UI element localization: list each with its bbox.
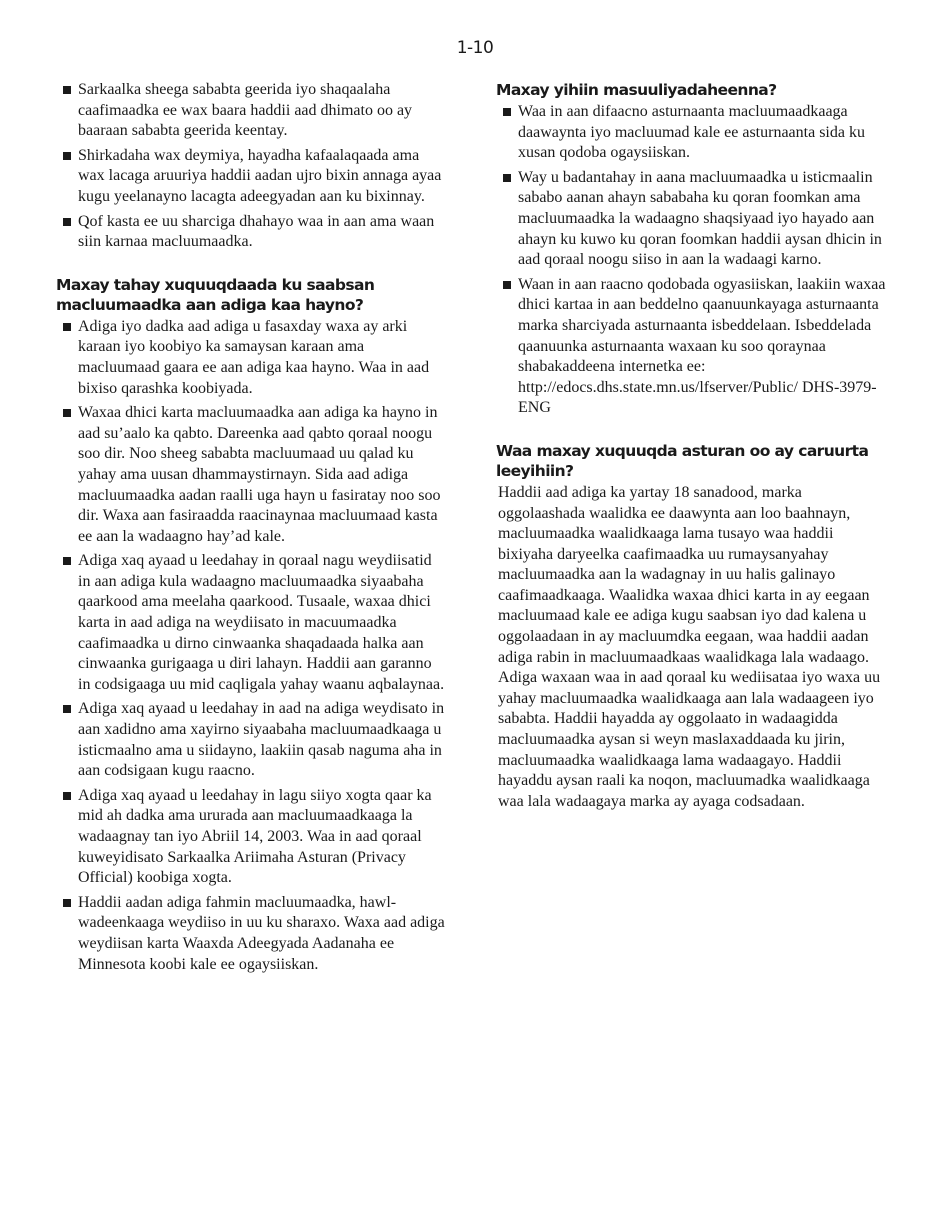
left-column	[56, 80, 446, 979]
top-bullet-list	[56, 80, 446, 253]
section-heading-children-rights: Waa maxay xuquuqda asturan oo ay caruurta leeyihiin?	[496, 441, 869, 480]
square-bullet-icon	[503, 281, 511, 289]
list-item: Waxaa dhici karta macluumaadka aan adiga ka hayno in aad su’aalo ka qabto. Dareenka aad qabto qoraal noogu soo dir. Noo sheeg sababta macluumaad uu qalad ku yahay ama uusan dhammaystirnayn. Sida aad adiga macluumaadka aadan raalli uga hayn u fasiratay noo soo dir. Waxa aan fasiraadda raacinaynaa macluumaad kasta ee aan la wadaagno hay’ad kale.	[56, 403, 446, 547]
square-bullet-icon	[63, 792, 71, 800]
children-rights-paragraph: Haddii aad adiga ka yartay 18 sanadood, marka oggolaashada waalidka ee daawynta aan loo baahnayn, macluumaadka waalidkaaga lama tusayo waa haddii bixiyaha daryeelka caafimaadka uu rumaysanyahay macluumaadka aan la wadagnay in uu halis galinayo caafimaadkaaga. Waalidka waxaa dhici karta in ay eegaan macluumaad kale ee adiga kugu saabsan iyo dad kalena u oggolaadaan in ay macluumdka eegaan, waa haddii aadan adiga rabin in macluumaadkaas waalidkaga lala wadaago. Adiga waxaan waa in aad qoraal ku wediisataa iyo waxa uu yahay macluumaadka waalidkaaga aan lala wadaageen iyo sababta. Haddii hayadda ay oggolaato in wadaagidda macluumaadka aysan si weyn maslaxaddaada ku jirin, macluumaadka waalidkaaga lama wadaagayo. Haddii hayaddu aysan raali ka noqon, macluumadka waalidkaaga waa lala wadaagaya marka ay ayaga codsadaan.	[498, 483, 881, 810]
section-heading-responsibilities: Maxay yihiin masuuliyadaheenna?	[496, 81, 777, 99]
section-heading-rights: Maxay tahay xuquuqdaada ku saabsan macluumaadka aan adiga kaa hayno?	[56, 275, 375, 314]
square-bullet-icon	[503, 108, 511, 116]
square-bullet-icon	[63, 218, 71, 226]
list-item: Adiga xaq ayaad u leedahay in aad na adiga weydisato in aan xadidno ama xayirno siyaabaha macluumaadkaaga u isticmaalno ama u siidayno, laakiin qasab naguma aha in aan codsigaan kugu raacno.	[56, 699, 446, 781]
square-bullet-icon	[63, 152, 71, 160]
list-item: Waan in aan raacno qodobada ogyasiiskan, laakiin waxaa dhici kartaa in aan beddelno qaanuunkayaga asturnaanta marka sharciyada asturnaanta isbeddelaan. Isbeddelada qaanuunka asturnaanta waxaan ku soo qoraynaa shabakaddeena internetka ee: http://edocs.dhs.state.mn.us/lfserver/Public/ DHS-3979-ENG	[496, 275, 886, 419]
list-item: Way u badantahay in aana macluumaadka u isticmaalin sababo aanan ahayn sababaha ku qoran foomkan ama macluumaadka la wadaagno shaqsiyaad iyo hayado aan ahayn ku kuwo ku qoran foomkan haddii aysan dhicin in aad qoraal noogu siiso in aan la wadaagi karno.	[496, 168, 886, 271]
square-bullet-icon	[63, 86, 71, 94]
list-item: Waa in aan difaacno asturnaanta macluumaadkaaga daawaynta iyo macluumad kale ee asturnaanta sida ku xusan qodoba ogaysiiskan.	[496, 102, 886, 164]
page-number: 1-10	[456, 38, 494, 58]
responsibilities-bullet-list	[496, 102, 886, 419]
list-item: Adiga xaq ayaad u leedahay in qoraal nagu weydiisatid in aan adiga kula wadaagno macluumaadka siyaabaha qaarkood ama meelaha qaarkood. Tusaale, waxaa dhici karta in aad adiga na weydiisato in macuumaadka caafimaadka u dirno cinwaanka shaqadaada halka aan cinwaanka gurigaaga u diri lahayn. Haddii aan garanno in codsigaaga uu mid caqligala yahay waanu aqbalaynaa.	[56, 551, 446, 695]
square-bullet-icon	[63, 409, 71, 417]
list-item: Qof kasta ee uu sharciga dhahayo waa in aan ama waan siin karnaa macluumaadka.	[56, 212, 446, 253]
list-item: Adiga xaq ayaad u leedahay in lagu siiyo xogta qaar ka mid ah dadka ama ururada aan macluumaadkaaga la wadaagnay tan iyo Abriil 14, 2003. Waa in aad qoraal kuweyidisato Sarkaalka Ariimaha Asturan (Privacy Official) koobiga xogta.	[56, 786, 446, 889]
right-column	[496, 80, 886, 812]
list-item: Adiga iyo dadka aad adiga u fasaxday waxa ay arki karaan iyo koobiyo ka samaysan karaan ama macluumaad gaara ee aan adiga kaa hayno. Waa in aad bixiso qarashka koobiyada.	[56, 317, 446, 399]
square-bullet-icon	[63, 323, 71, 331]
square-bullet-icon	[63, 705, 71, 713]
list-item: Haddii aadan adiga fahmin macluumaadka, hawl-wadeenkaaga weydiiso in uu ku sharaxo. Waxa aad adiga weydiisan karta Waaxda Adeegyada Aadanaha ee Minnesota koobi kale ee ogaysiiskan.	[56, 893, 446, 975]
list-item: Shirkadaha wax deymiya, hayadha kafaalaqaada ama wax lacaga aruuriya haddii aadan ujro bixin annaga ayaa kugu yeelanayno lacagta adeegyadan aan ku bixinnay.	[56, 146, 446, 208]
square-bullet-icon	[503, 174, 511, 182]
rights-bullet-list	[56, 317, 446, 975]
square-bullet-icon	[63, 557, 71, 565]
list-item: Sarkaalka sheega sababta geerida iyo shaqaalaha caafimaadka ee wax baara haddii aad dhimato oo ay baaraan sababta geerida keentay.	[56, 80, 446, 142]
square-bullet-icon	[63, 899, 71, 907]
